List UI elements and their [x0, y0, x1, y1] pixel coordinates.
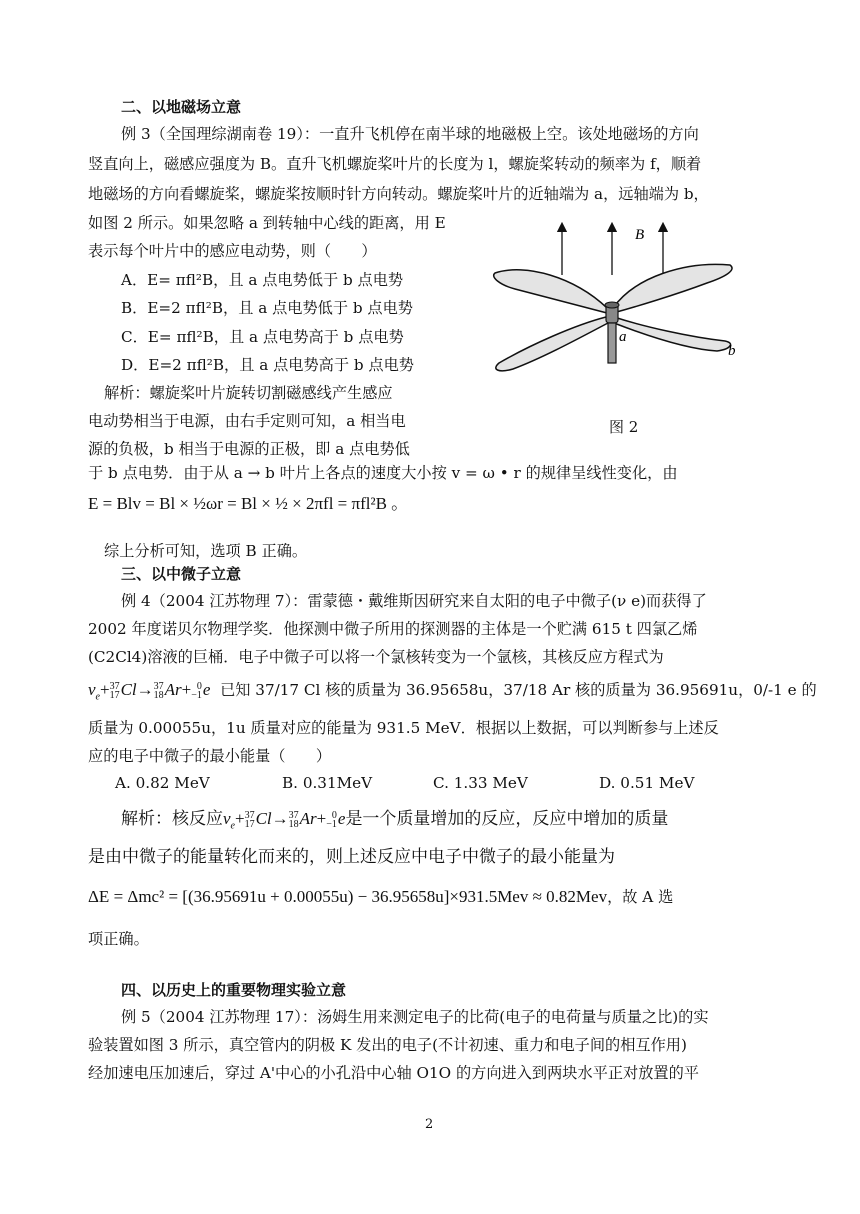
- magnetic-field-arrows: [562, 227, 663, 275]
- ex3-option-a: A．E= πfl²B，且 a 点电势低于 b 点电势: [121, 271, 404, 289]
- ex4-equation-tail: ，故 A 选: [607, 888, 674, 906]
- ex3-analysis-1: 解析：螺旋桨叶片旋转切割磁感线产生感应: [104, 384, 393, 402]
- ex4-line1: 例 4（2004 江苏物理 7）：雷蒙德・戴维斯因研究来自太阳的电子中微子(ν e)而获得了: [121, 592, 707, 610]
- ex3-analysis-3: 源的负极，b 相当于电源的正极，即 a 点电势低: [88, 440, 410, 458]
- ex3-line4: 如图 2 所示。如果忽略 a 到转轴中心线的距离，用 E: [88, 214, 446, 232]
- ex4-analysis-1: [121, 809, 668, 836]
- point-label-b: b: [728, 343, 736, 359]
- ex3-option-c: C．E= πfl²B，且 a 点电势高于 b 点电势: [121, 328, 404, 346]
- ex3-analysis-2: 电动势相当于电源，由右手定则可知，a 相当电: [88, 412, 406, 430]
- ex4-equation-line: [88, 887, 673, 907]
- ex4-line4: [88, 680, 817, 707]
- page-number: 2: [425, 1117, 434, 1132]
- ex3-option-b: B．E=2 πfl²B，且 a 点电势低于 b 点电势: [121, 299, 413, 317]
- ex3-conclusion: 综上分析可知，选项 B 正确。: [104, 542, 308, 560]
- nuclear-reaction-equation-2: $v_e+$ 37 17 Cl→ 37 18 Ar+ 0 −1 e: [223, 809, 346, 832]
- ex4-line3: (C2Cl4)溶液的巨桶．电子中微子可以将一个氯核转变为一个氩核，其核反应方程式为: [88, 648, 664, 666]
- ex3-analysis-4: 于 b 点电势．由于从 a → b 叶片上各点的速度大小按 v = ω • r 的规律呈线性变化，由: [88, 464, 678, 482]
- section3-title: 三、以中微子立意: [121, 565, 242, 583]
- ex4-line5: 质量为 0.00055u，1u 质量对应的能量为 931.5 MeV．根据以上数据，可以判断参与上述反: [88, 719, 719, 737]
- ex5-line2: 验装置如图 3 所示，真空管内的阴极 K 发出的电子(不计初速、重力和电子间的相互作用): [88, 1036, 687, 1054]
- ex4-equation: ΔE = Δmc² = [(36.95691u + 0.00055u) − 36.95658u]×931.5Mev ≈ 0.82Mev: [88, 887, 608, 906]
- point-label-a: a: [619, 329, 627, 345]
- ex4-analysis-suffix: 是一个质量增加的反应，反应中增加的质量: [345, 809, 669, 829]
- field-label-b-upper: B: [635, 227, 645, 243]
- nuclear-reaction-equation: $v_e+$ 37 17 Cl→ 37 18 Ar+ 0 −1 e: [88, 680, 211, 703]
- ex4-option-a: A. 0.82 MeV: [115, 774, 210, 792]
- ex4-analysis-2: 是由中微子的能量转化而来的，则上述反应中电子中微子的最小能量为: [88, 847, 615, 867]
- ex4-option-b: B. 0.31MeV: [282, 774, 373, 792]
- ex4-analysis-prefix: 解析：核反应: [121, 809, 223, 829]
- ex4-option-c: C. 1.33 MeV: [433, 774, 528, 792]
- ex3-option-d: D．E=2 πfl²B，且 a 点电势高于 b 点电势: [121, 356, 414, 374]
- section2-title: 二、以地磁场立意: [121, 98, 242, 116]
- ex3-line3: 地磁场的方向看螺旋桨，螺旋桨按顺时针方向转动。螺旋桨叶片的近轴端为 a，远轴端为 b，: [88, 185, 709, 203]
- figure2-caption: 图 2: [609, 418, 639, 436]
- ex4-line4-text: 已知 37/17 Cl 核的质量为 36.95658u，37/18 Ar 核的质量为 36.95691u，0/-1 e 的: [220, 681, 817, 699]
- ex4-conclusion: 项正确。: [88, 930, 149, 948]
- section4-title: 四、以历史上的重要物理实验立意: [121, 981, 347, 999]
- ex5-line3: 经加速电压加速后，穿过 A'中心的小孔沿中心轴 O1O 的方向进入到两块水平正对放置的平: [88, 1064, 699, 1082]
- ex3-line5: 表示每个叶片中的感应电动势，则（ ）: [88, 242, 377, 260]
- ex4-line2: 2002 年度诺贝尔物理学奖．他探测中微子所用的探测器的主体是一个贮满 615 t 四氯乙烯: [88, 620, 698, 638]
- helicopter-rotor-figure: [485, 215, 755, 435]
- ex3-equation: E = Blv = Bl × ½ωr = Bl × ½ × 2πfl = πfl²B 。: [88, 494, 409, 513]
- ex3-line2: 竖直向上，磁感应强度为 B。直升飞机螺旋桨叶片的长度为 l，螺旋桨转动的频率为 f，顺着: [88, 155, 702, 173]
- rotor-hub: [605, 302, 619, 363]
- ex5-line1: 例 5（2004 江苏物理 17）：汤姆生用来测定电子的比荷(电子的电荷量与质量之比)的实: [121, 1008, 709, 1026]
- ex3-line1: 例 3（全国理综湖南卷 19）：一直升飞机停在南半球的地磁极上空。该处地磁场的方向: [121, 125, 699, 143]
- ex4-option-d: D. 0.51 MeV: [599, 774, 695, 792]
- ex4-line6: 应的电子中微子的最小能量（ ）: [88, 747, 331, 765]
